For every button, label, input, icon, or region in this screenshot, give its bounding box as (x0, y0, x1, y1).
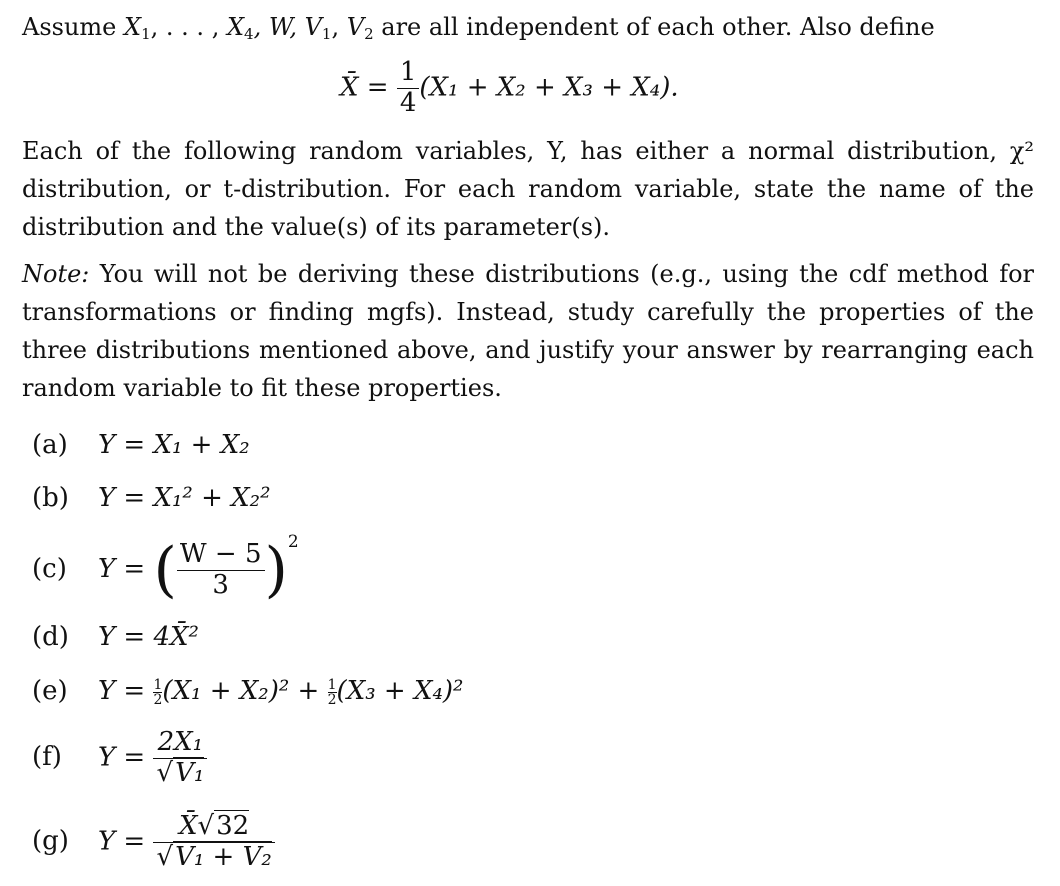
item-lhs: Y = (98, 742, 146, 773)
item-f-fraction (153, 728, 207, 789)
w-v-vars: , W, V (253, 13, 322, 41)
x-sub-4: 4 (244, 25, 254, 43)
item-label: (f) (32, 742, 62, 773)
intro-text: Assume (22, 13, 125, 41)
sqrt-32: 32 (216, 811, 250, 841)
quarter-fraction (397, 58, 420, 119)
ellipsis: , . . . , (150, 13, 227, 41)
note-line-3: three distributions mentioned above, and justify your answer by rearranging each (22, 336, 1034, 364)
sqrt-content: V₁ (175, 757, 205, 788)
intro-line: Assume $X_1$, . . . , $X_4$, W, $V_1$, $V_2$ are all independent of each other. Also define (22, 13, 935, 43)
half-den: 2 (327, 691, 337, 708)
xbar-term: X̄ (179, 811, 198, 841)
item-lhs: Y = (98, 554, 146, 584)
fraction-denominator: √V₁ + V₂ (153, 842, 274, 873)
item-lhs: Y = (98, 676, 146, 706)
fraction-denominator: 3 (177, 570, 265, 601)
x4-var: X (226, 13, 245, 41)
instructions-line-3: distribution and the value(s) of its parameter(s). (22, 213, 611, 241)
term-1: (X₁ + X₂)² + (162, 676, 320, 706)
fraction-numerator: X̄√32 (179, 811, 250, 841)
power: 2 (287, 532, 299, 552)
half-num: 1 (327, 676, 337, 693)
intro-paragraph (22, 8, 1034, 46)
item-c (32, 532, 299, 605)
note-line-1-text: You will not be deriving these distributions (e.g., using the cdf method for (89, 260, 1034, 288)
fraction-denominator: 4 (397, 88, 420, 119)
item-g-fraction (153, 812, 274, 873)
x-var: X (124, 13, 142, 41)
note-paragraph (22, 255, 1034, 407)
xbar-rhs: (X₁ + X₂ + X₃ + X₄). (419, 72, 679, 103)
fraction-numerator: W − 5 (179, 538, 262, 569)
item-f (32, 728, 207, 789)
item-label: (a) (32, 430, 68, 460)
x-sub-1: 1 (141, 25, 151, 43)
item-label: (d) (32, 622, 69, 652)
xbar-lhs: X̄ = (340, 72, 389, 103)
item-b (32, 483, 271, 513)
item-label: (e) (32, 676, 68, 706)
intro-text-end: are all independent of each other. Also define (373, 13, 935, 41)
item-lhs: Y = (98, 826, 146, 857)
half-fraction-2 (328, 678, 337, 707)
half-den: 2 (153, 691, 163, 708)
instructions-paragraph (22, 132, 1034, 246)
half-num: 1 (153, 676, 163, 693)
xbar-definition (340, 58, 679, 119)
note-line-4: random variable to fit these properties. (22, 374, 502, 402)
v-sub-2: 2 (364, 25, 374, 43)
item-label: (c) (32, 554, 67, 584)
item-expr: Y = X₁² + X₂² (98, 483, 271, 513)
note-line-1 (22, 255, 1034, 293)
fraction-numerator: 2X₁ (157, 727, 204, 757)
fraction-denominator: √V₁ (153, 758, 207, 789)
v-sub-1: 1 (321, 25, 332, 43)
item-a (32, 430, 250, 460)
item-e (32, 676, 463, 707)
item-g (32, 812, 275, 873)
right-paren: ) (264, 535, 288, 605)
item-c-fraction (177, 540, 265, 601)
sqrt-content: V₁ + V₂ (175, 841, 272, 872)
fraction-numerator: 1 (399, 57, 417, 87)
item-expr: Y = X₁ + X₂ (98, 430, 250, 460)
term-2: (X₃ + X₄)² (336, 676, 464, 706)
item-label: (b) (32, 483, 69, 513)
item-d (32, 622, 199, 652)
item-label: (g) (32, 826, 69, 857)
note-line-2: transformations or finding mgfs). Instead, study carefully the properties of the (22, 298, 1034, 326)
note-label: Note: (22, 260, 90, 288)
instructions-line-1: Each of the following random variables, Y, has either a normal distribution, χ² (22, 137, 1034, 165)
instructions-line-2: distribution, or t-distribution. For each random variable, state the name of the (22, 175, 1034, 203)
item-expr: Y = 4X̄² (98, 622, 199, 652)
left-paren: ( (153, 535, 177, 605)
